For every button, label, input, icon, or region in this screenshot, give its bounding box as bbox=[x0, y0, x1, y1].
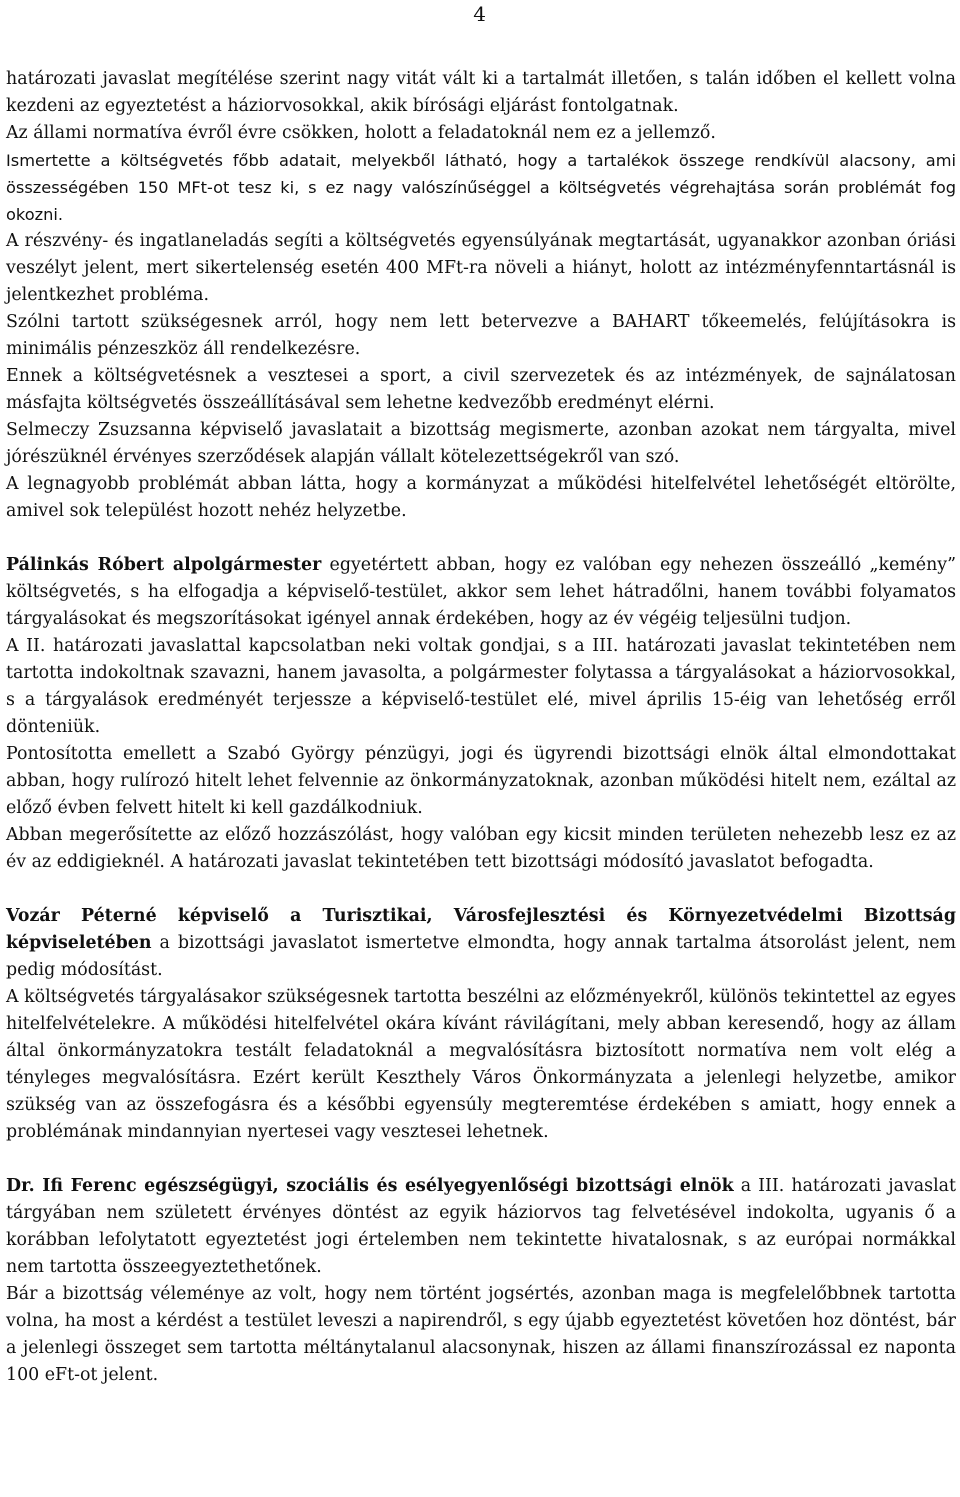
paragraph: A részvény- és ingatlaneladás segíti a költségvetés egyensúlyának megtartását, ugyanakkor azonban óriási veszélyt jelent, mert sikertelenség esetén 400 MFt-ra növeli a hiányt, holott az intézményfenntartásnál is jelentkezhet probléma. bbox=[6, 231, 956, 305]
paragraph: Pontosította emellett a Szabó György pénzügyi, jogi és ügyrendi bizottsági elnök által elmondottakat abban, hogy rulírozó hitelt lehet felvennie az önkormányzatoknak, azonban működési hitelt nem, ezáltal az előző évben felvett hitelt ki kell gazdálkodniuk. bbox=[6, 744, 956, 818]
speaker-name: Pálinkás Róbert alpolgármester bbox=[6, 555, 322, 575]
paragraph: Vozár Péterné képviselő a Turisztikai, Városfejlesztési és Környezetvédelmi Bizottság képviseletében a bizottsági javaslatot ismertetve elmondta, hogy annak tartalma átsorolást jelent, nem pedig módosítást. bbox=[6, 906, 956, 980]
paragraph: határozati javaslat megítélése szerint nagy vitát vált ki a tartalmát illetően, s talán időben el kellett volna kezdeni az egyeztetést a háziorvosokkal, akik bírósági eljárást fontolgatnak. bbox=[6, 69, 956, 116]
paragraph: Az állami normatíva évről évre csökken, holott a feladatoknál nem ez a jellemző. bbox=[6, 123, 716, 143]
page-number: 4 bbox=[473, 2, 486, 26]
paragraph: Abban megerősítette az előző hozzászólást, hogy valóban egy kicsit minden területen nehezebb lesz ez az év az eddigieknél. A határozati javaslat tekintetében tett bizottsági módosító javaslatot befogadta. bbox=[6, 825, 956, 872]
paragraph: Szólni tartott szükségesnek arról, hogy nem lett betervezve a BAHART tőkeemelés, felújításokra is minimális pénzeszköz áll rendelkezésre. bbox=[6, 312, 956, 359]
speaker-name: Dr. Ifi Ferenc egészségügyi, szociális és esélyegyenlőségi bizottsági elnök bbox=[6, 1176, 734, 1196]
paragraph: A költségvetés tárgyalásakor szükségesnek tartotta beszélni az előzményekről, különös tekintettel az egyes hitelfelvételekre. A működési hitelfelvétel okára kívánt rávilágítani, mely abban keresendő, hogy az állam által önkormányzatokra testált feladatoknál a megvalósításra biztosított normatíva nem volt elég a tényleges megvalósításra. Ezért került Keszthely Város Önkormányzata a jelenlegi helyzetbe, amikor szükség van az összefogásra és a későbbi egyensúly megteremtése érdekében s amiatt, hogy ennek a problémának mindannyian nyertesei vagy vesztesei lehetnek. bbox=[6, 987, 956, 1142]
speaker-name: Vozár Péterné képviselő a Turisztikai, Városfejlesztési és Környezetvédelmi Bizottság képviseletében bbox=[6, 906, 956, 953]
paragraph: Ismertette a költségvetés főbb adatait, melyekből látható, hogy a tartalékok összege rendkívül alacsony, ami összességében 150 MFt-ot tesz ki, s ez nagy valószínűséggel a költségvetés végrehajtása során problémát fog okozni. bbox=[6, 151, 956, 224]
paragraph: Ennek a költségvetésnek a vesztesei a sport, a civil szervezetek és az intézmények, de sajnálatosan másfajta költségvetés összeállításával sem lehetne kedvezőbb eredményt elérni. bbox=[6, 366, 956, 413]
paragraph: Dr. Ifi Ferenc egészségügyi, szociális és esélyegyenlőségi bizottsági elnök a III. határozati javaslat tárgyában nem született érvényes döntést az egyik háziorvos tag felvetésével indokolta, ugyanis ő a korábban lefolytatott egyeztetést jogi értelemben nem tekintette hivatalosnak, s az európai normákkal nem tartotta összeegyeztethetőnek. bbox=[6, 1176, 956, 1277]
paragraph: A legnagyobb problémát abban látta, hogy a kormányzat a működési hitelfelvétel lehetőségét eltörölte, amivel sok települést hozott nehéz helyzetbe. bbox=[6, 474, 956, 521]
paragraph: Pálinkás Róbert alpolgármester egyetértett abban, hogy ez valóban egy nehezen összeálló „kemény” költségvetés, s ha elfogadja a képviselő-testület, akkor sem lehet hátradőlni, hanem további folyamatos tárgyalásokat és megszorításokat igényel annak érdekében, hogy az év végéig teljesülni tudjon. bbox=[6, 555, 956, 629]
paragraph: Bár a bizottság véleménye az volt, hogy nem történt jogsértés, azonban maga is megfelelőbbnek tartotta volna, ha most a kérdést a testület leveszi a napirendről, s egy újabb egyeztetést követően hoz döntést, bár a jelenlegi összeget sem tartotta méltánytalanul alacsonynak, hiszen az állami finanszírozással ez naponta 100 eFt-ot jelent. bbox=[6, 1284, 956, 1385]
document-body bbox=[6, 66, 956, 1389]
paragraph: A II. határozati javaslattal kapcsolatban neki voltak gondjai, s a III. határozati javaslat tekintetében nem tartotta indokoltnak szavazni, hanem javasolta, a polgármester folytassa a tárgyalásokat a háziorvosokkal, s a tárgyalások eredményét terjessze a képviselő-testület elé, mivel április 15-éig van lehetőség erről dönteniük. bbox=[6, 636, 956, 737]
paragraph: Selmeczy Zsuzsanna képviselő javaslatait a bizottság megismerte, azonban azokat nem tárgyalta, mivel jórészüknél érvényes szerződések alapján vállalt kötelezettségekről van szó. bbox=[6, 420, 956, 467]
